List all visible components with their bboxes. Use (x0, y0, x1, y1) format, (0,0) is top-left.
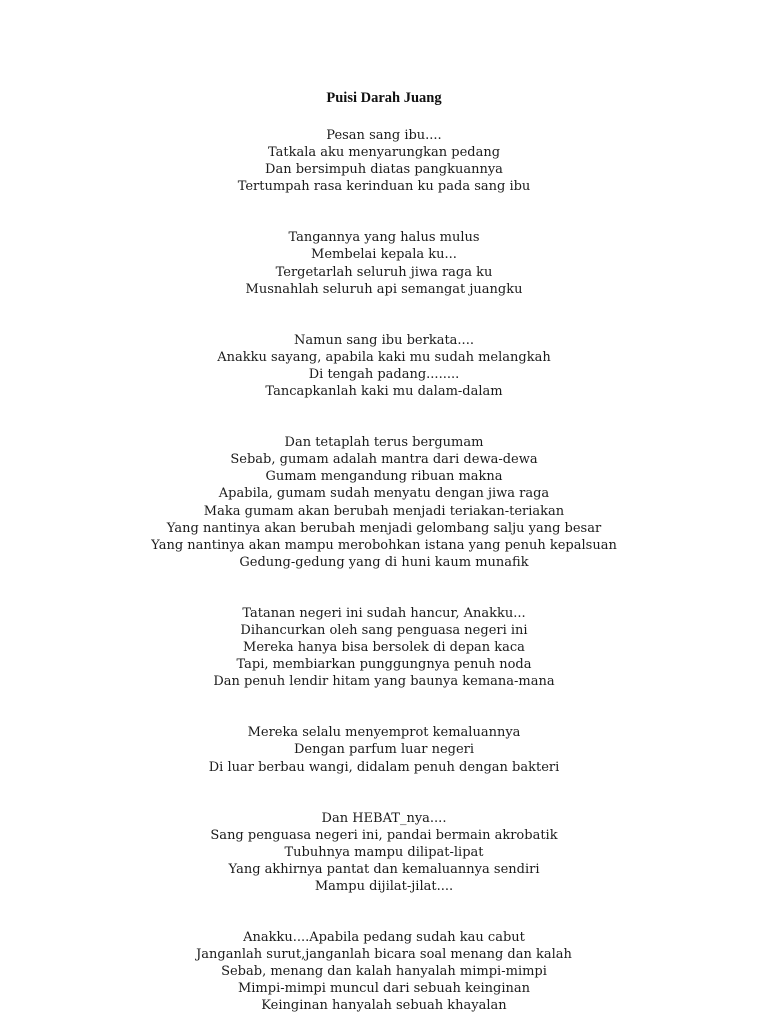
poem-line: Gedung-gedung yang di huni kaum munafik (239, 554, 529, 570)
poem-line: Tertumpah rasa kerinduan ku pada sang ibu (237, 179, 531, 195)
poem-line: Tergetarlah seluruh jiwa raga ku (275, 264, 493, 280)
poem-line: Sang penguasa negeri ini, pandai bermain akrobatik (210, 827, 558, 843)
poem-line: Tancapkanlah kaki mu dalam-dalam (265, 384, 503, 400)
poem-line: Musnahlah seluruh api semangat juangku (245, 281, 523, 297)
poem-line: Pesan sang ibu.... (326, 128, 442, 143)
poem-line: Anakku sayang, apabila kaki mu sudah melangkah (217, 349, 551, 365)
stanza (0, 605, 768, 690)
poem-line: Tatanan negeri ini sudah hancur, Anakku... (242, 605, 526, 621)
poem-line: Mimpi-mimpi muncul dari sebuah keinginan (237, 981, 531, 997)
poem-line: Anakku....Apabila pedang sudah kau cabut (243, 930, 525, 946)
stanza (0, 332, 768, 400)
poem-line: Dan HEBAT_nya.... (321, 810, 447, 826)
poem-title: Puisi Darah Juang (326, 90, 442, 106)
poem-line: Dan bersimpuh diatas pangkuannya (265, 162, 503, 178)
poem-body (0, 127, 768, 1024)
stanza (0, 434, 768, 571)
poem-line: Keinginan hanyalah sebuah khayalan (261, 998, 507, 1014)
poem-line: Yang akhirnya pantat dan kemaluannya sendiri (228, 861, 540, 877)
poem-line: Janganlah surut,janganlah bicara soal menang dan kalah (196, 947, 572, 963)
poem-line: Tangannya yang halus mulus (288, 230, 480, 246)
stanza (0, 229, 768, 297)
stanza (0, 724, 768, 775)
poem-line: Mereka hanya bisa bersolek di depan kaca (243, 640, 525, 656)
poem-line: Sebab, gumam adalah mantra dari dewa-dewa (230, 452, 538, 468)
poem-line: Mereka selalu menyemprot kemaluannya (247, 725, 521, 741)
poem-line: Dan tetaplah terus bergumam (284, 435, 484, 451)
stanza (0, 810, 768, 895)
poem-line: Di tengah padang........ (308, 366, 460, 382)
stanza (0, 127, 768, 195)
poem-line: Sebab, menang dan kalah hanyalah mimpi-mimpi (221, 964, 547, 980)
poem-line: Mampu dijilat-jilat.... (314, 879, 454, 894)
poem-line: Yang nantinya akan mampu merobohkan istana yang penuh kepalsuan (151, 537, 617, 553)
poem-line: Yang nantinya akan berubah menjadi gelombang salju yang besar (166, 520, 602, 536)
poem-line: Tapi, membiarkan punggungnya penuh noda (236, 657, 532, 673)
poem-line: Namun sang ibu berkata.... (294, 332, 474, 348)
poem-line: Dengan parfum luar negeri (293, 742, 475, 758)
poem-line: Dan penuh lendir hitam yang baunya kemana-mana (213, 674, 555, 690)
stanza (0, 929, 768, 1014)
poem-line: Tubuhnya mampu dilipat-lipat (284, 844, 484, 860)
poem-line: Tatkala aku menyarungkan pedang (267, 145, 501, 161)
poem-line: Apabila, gumam sudah menyatu dengan jiwa raga (218, 486, 550, 502)
poem-line: Membelai kepala ku... (311, 247, 457, 263)
poem-line: Gumam mengandung ribuan makna (265, 469, 503, 485)
poem-line: Dihancurkan oleh sang penguasa negeri ini (240, 622, 528, 638)
poem-line: Di luar berbau wangi, didalam penuh dengan bakteri (208, 759, 560, 775)
poem-line: Maka gumam akan berubah menjadi teriakan-teriakan (203, 503, 565, 519)
